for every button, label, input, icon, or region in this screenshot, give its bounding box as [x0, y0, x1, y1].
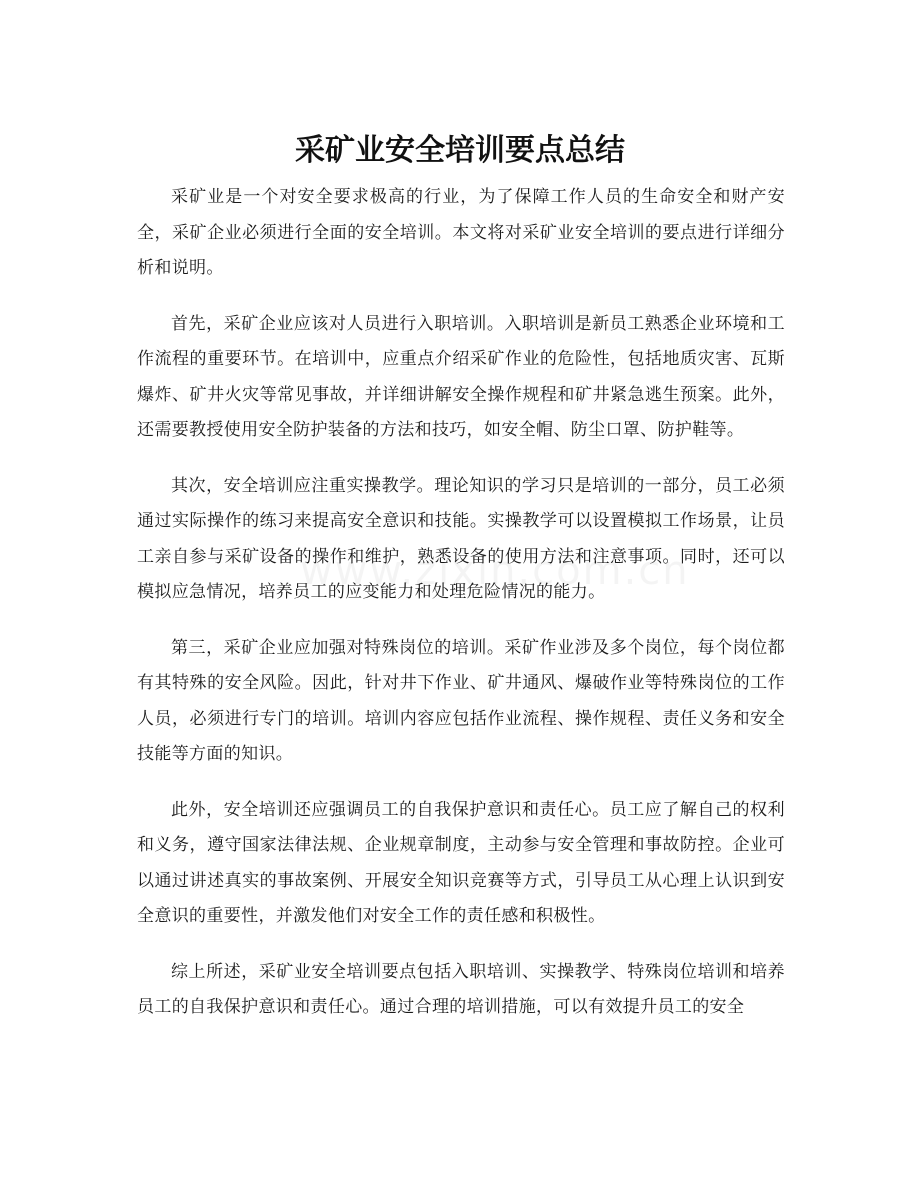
paragraph-intro: 采矿业是一个对安全要求极高的行业，为了保障工作人员的生命安全和财产安全，采矿企业必须进行全面的安全培训。本文将对采矿业安全培训的要点进行详细分析和说明。	[137, 187, 785, 278]
paragraph-summary: 综上所述，采矿业安全培训要点包括入职培训、实操教学、特殊岗位培训和培养员工的自我保护意识和责任心。通过合理的培训措施，可以有效提升员工的安全	[137, 961, 785, 1017]
paragraph-hands-on-teaching: 其次，安全培训应注重实操教学。理论知识的学习只是培训的一部分，员工必须通过实际操作的练习来提高安全意识和技能。实操教学可以设置模拟工作场景，让员工亲自参与采矿设备的操作和维护，熟悉设备的使用方法和注意事项。同时，还可以模拟应急情况，培养员工的应变能力和处理危险情况的能力。	[137, 475, 785, 602]
paragraph-onboarding-training: 首先，采矿企业应该对人员进行入职培训。入职培训是新员工熟悉企业环境和工作流程的重要环节。在培训中，应重点介绍采矿作业的危险性，包括地质灾害、瓦斯爆炸、矿井火灾等常见事故，并详细讲解安全操作规程和矿井紧急逃生预案。此外，还需要教授使用安全防护装备的方法和技巧，如安全帽、防尘口罩、防护鞋等。	[137, 313, 785, 440]
paragraph-self-protection: 此外，安全培训还应强调员工的自我保护意识和责任心。员工应了解自己的权利和义务，遵守国家法律法规、企业规章制度，主动参与安全管理和事故防控。企业可以通过讲述真实的事故案例、开展安全知识竞赛等方式，引导员工从心理上认识到安全意识的重要性，并激发他们对安全工作的责任感和积极性。	[137, 799, 785, 926]
document-body	[137, 180, 785, 1046]
paragraph-special-positions: 第三，采矿企业应加强对特殊岗位的培训。采矿作业涉及多个岗位，每个岗位都有其特殊的安全风险。因此，针对井下作业、矿井通风、爆破作业等特殊岗位的工作人员，必须进行专门的培训。培训内容应包括作业流程、操作规程、责任义务和安全技能等方面的知识。	[137, 637, 785, 764]
document-title: 采矿业安全培训要点总结	[295, 133, 625, 169]
